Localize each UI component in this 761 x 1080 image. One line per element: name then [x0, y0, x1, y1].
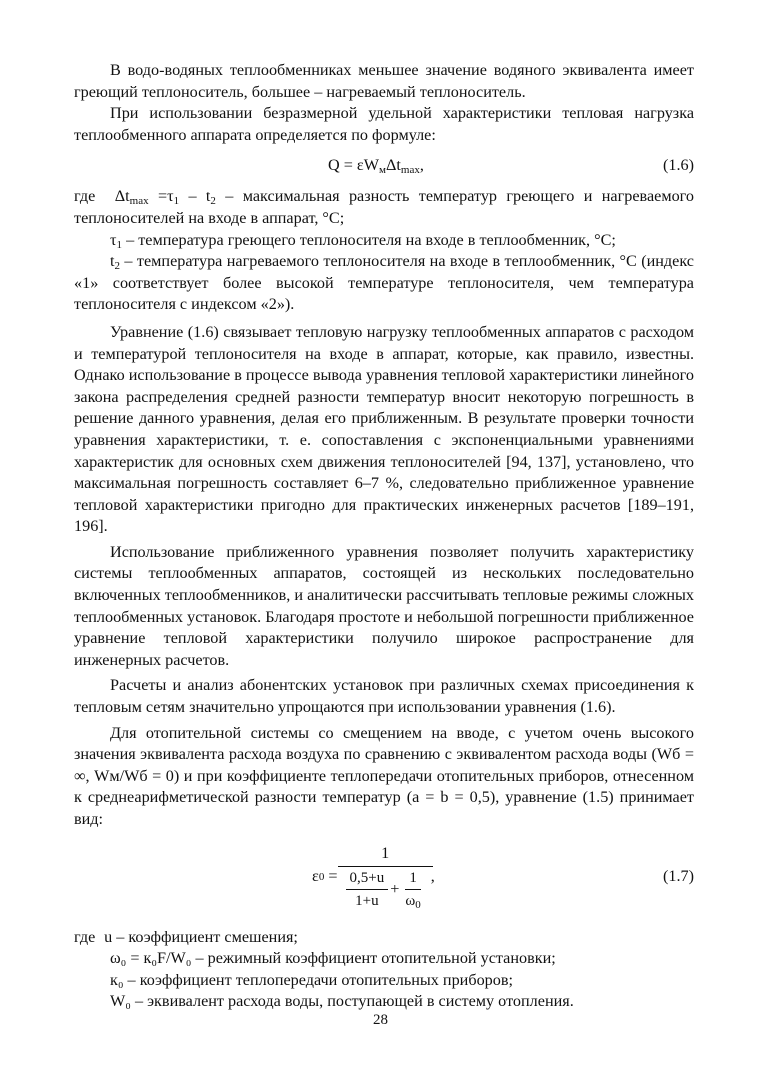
u-description: u – коэффициент смешения; — [104, 927, 298, 946]
equation-1-6 — [74, 146, 694, 186]
eq17-trail: , — [430, 866, 435, 885]
eq17-omega: ω — [405, 893, 416, 910]
definition-k0: к₀ – коэффициент теплопередачи отопительных приборов; — [110, 970, 513, 989]
equation-1-6-body — [328, 156, 424, 178]
dt-eq: =τ — [148, 187, 174, 206]
equation-1-7-body: ε 0 = 1 $\frac{0,5+u}{1+u}$ + $\frac{1}{\omega_0}$ , — [312, 843, 435, 912]
eq16-trail: , — [419, 156, 424, 175]
definition-omega0: ω₀ = к₀F/W₀ – режимный коэффициент отопительной установки; — [110, 949, 556, 968]
eq17-top: 1 — [338, 843, 433, 868]
tau1-description: – температура греющего теплоносителя на входе в теплообменник, °С; — [122, 230, 616, 249]
definition-t2 — [74, 251, 694, 316]
eq17-inner-fraction-2 — [401, 869, 424, 910]
eq16-delta-t: Δt — [385, 156, 401, 175]
page-number: 28 — [373, 1012, 388, 1028]
t-sub: 2 — [210, 195, 216, 208]
definition-tau1 — [74, 230, 694, 252]
where-label: где — [74, 187, 96, 206]
eq17-omega-sub: 0 — [415, 899, 421, 912]
dt-sub: max — [129, 195, 149, 208]
t2-symbol: t — [110, 252, 115, 271]
paragraph-heating-system: Для отопительной системы со смещением на вводе, с учетом очень высокого значения эквивалента расхода воздуха по сравнению с эквивалентом расхода воды (Wб = ∞, Wм/Wб = 0) и при коэффициенте теплопередачи отопительных приборов, отнесенном к среднеарифметической разности температур (a = b = 0,5), уравнение (1.5) принимает вид: — [74, 723, 694, 828]
eq17-main-fraction — [342, 843, 429, 911]
eq17-denominator — [342, 867, 429, 910]
tau-sub: 1 — [173, 195, 180, 208]
definition-delta-t — [74, 186, 694, 229]
equation-number-1-7: (1.7) — [662, 866, 694, 885]
eq17-inner-num: 0,5+u — [346, 869, 389, 890]
eq16-sub-max: max — [400, 164, 420, 177]
definition-w0: W₀ – эквивалент расхода воды, поступающей в систему отопления. — [110, 992, 574, 1011]
eq17-inner-fraction-1 — [346, 869, 389, 910]
eq17-equals: = — [324, 866, 342, 885]
eq17-plus: + — [390, 880, 400, 899]
eq17-inner2-num: 1 — [405, 869, 421, 890]
paragraph-heat-exchangers: В водо-водяных теплообменниках меньшее значение водяного эквивалента имеет греющий теплоноситель, большее – нагреваемый теплоноситель. — [74, 61, 694, 101]
eq17-inner2-den — [401, 890, 424, 910]
definition-u — [74, 927, 694, 949]
paragraph-equation-accuracy: Уравнение (1.6) связывает тепловую нагрузку теплообменных аппаратов с расходом и температурой теплоносителя на входе в аппарат, которые, как правило, известны. Однако использование в процессе вывода уравнения тепловой характеристики линейного закона распределения средней разности температур вносит некоторую погрешность в решение данного уравнения, делая его приближенным. В результате проверки точности уравнения характеристики, т. е. сопоставления с экспоненциальными уравнениями характеристик для основных схем движения теплоносителей [94, 137], установлено, что максимальная погрешность составляет 6–7 %, следовательно приближенное уравнение тепловой характеристики пригодно для практических инженерных расчетов [189–191, 196]. — [74, 322, 694, 536]
eq17-inner-den: 1+u — [355, 893, 379, 910]
where-label-2: где — [74, 927, 96, 946]
dt-description: – максимальная разность температур греющего и нагреваемого теплоносителей на входе в аппарат, °С; — [74, 187, 694, 227]
page-body — [74, 60, 694, 1013]
equation-number-1-6: (1.6) — [662, 156, 694, 175]
paragraph-approximate-equation: Использование приближенного уравнения позволяет получить характеристику системы теплообменных аппаратов, состоящей из нескольких последовательно включенных теплообменников, и аналитически рассчитывать тепловые режимы сложных теплообменных установок. Благодаря простоте и небольшой погрешности приближенное уравнение тепловой характеристики получило широкое распространение для инженерных расчетов. — [74, 542, 694, 669]
eq17-lhs: ε — [312, 866, 319, 885]
t2-description: – температура нагреваемого теплоносителя на входе в теплообменник, °С (индекс «1» соответствует более высокой температуре теплоносителя, чем температура теплоносителя с индексом «2»). — [74, 252, 694, 314]
paragraph-formula-intro: При использовании безразмерной удельной характеристики тепловая нагрузка теплообменного аппарата определяется по формуле: — [74, 104, 694, 144]
eq16-lhs: Q = εW — [328, 156, 379, 175]
dt-minus: – t — [179, 187, 211, 206]
paragraph-subscriber-installations: Расчеты и анализ абонентских установок при различных схемах присоединения к тепловым сетям значительно упрощаются при использовании уравнения (1.6). — [74, 676, 694, 717]
tau1-symbol: τ — [110, 230, 117, 249]
dt-symbol: Δt — [114, 187, 130, 206]
eq16-sub-m: м — [379, 164, 386, 177]
equation-1-7 — [74, 833, 694, 921]
tau1-sub: 1 — [116, 238, 123, 251]
t2-sub: 2 — [114, 260, 120, 273]
